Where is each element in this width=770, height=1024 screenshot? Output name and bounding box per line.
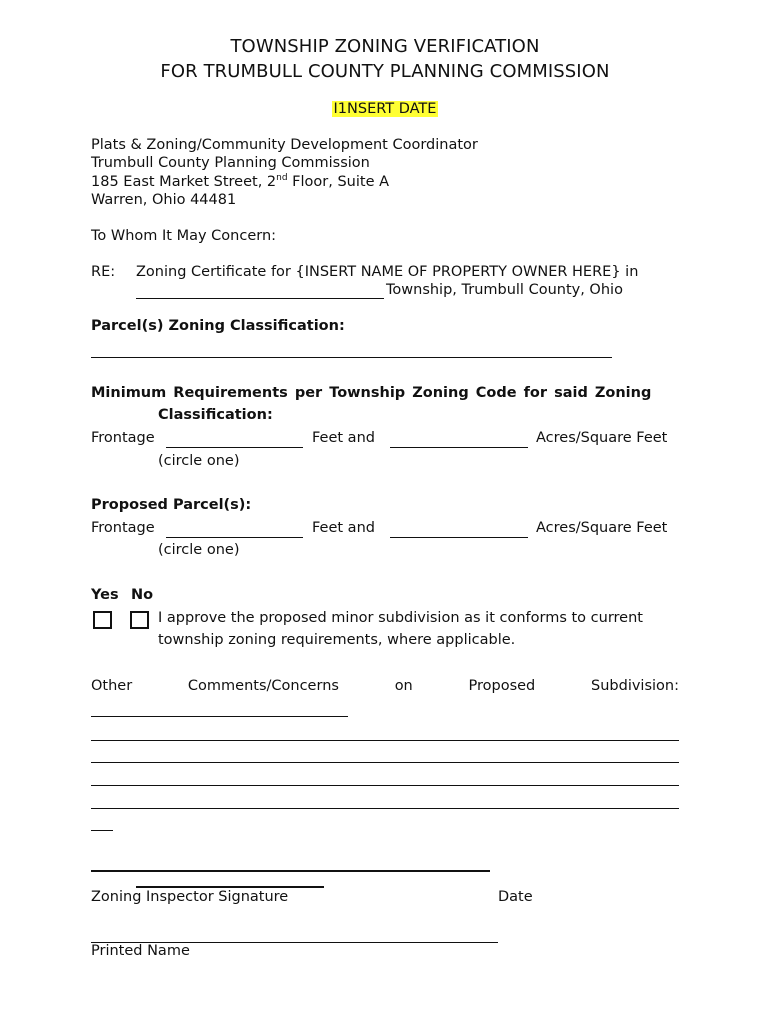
re-label: RE: bbox=[91, 264, 116, 280]
comments-line-3[interactable] bbox=[91, 762, 679, 763]
no-label: No bbox=[131, 587, 154, 603]
address-line2: Trumbull County Planning Commission bbox=[91, 155, 370, 171]
inspector-signature-underline bbox=[136, 886, 324, 888]
address-line3-sup: nd bbox=[276, 173, 288, 183]
comments-word-5: Subdivision: bbox=[591, 678, 679, 694]
minimum-frontage-blank[interactable] bbox=[166, 447, 303, 448]
proposed-circle-one: (circle one) bbox=[158, 542, 240, 558]
printed-name-label: Printed Name bbox=[91, 943, 190, 959]
address-line3-pre: 185 East Market Street, 2 bbox=[91, 174, 277, 190]
comments-word-2: Comments/Concerns bbox=[187, 678, 339, 694]
comments-line-5[interactable] bbox=[91, 808, 679, 809]
proposed-acres-label: Acres/Square Feet bbox=[536, 520, 668, 536]
minimum-frontage-label: Frontage bbox=[91, 430, 155, 446]
proposed-feet-and-label: Feet and bbox=[312, 520, 375, 536]
salutation: To Whom It May Concern: bbox=[91, 228, 277, 244]
parcel-zoning-label: Parcel(s) Zoning Classification: bbox=[91, 318, 345, 334]
form-title-line1: TOWNSHIP ZONING VERIFICATION bbox=[230, 36, 540, 57]
comments-line-1[interactable] bbox=[91, 716, 348, 717]
proposed-heading: Proposed Parcel(s): bbox=[91, 497, 252, 513]
no-checkbox[interactable] bbox=[130, 611, 149, 629]
re-line2: Township, Trumbull County, Ohio bbox=[386, 282, 623, 298]
comments-word-1: Other bbox=[91, 678, 133, 694]
proposed-acres-blank[interactable] bbox=[390, 537, 528, 538]
form-title-line2: FOR TRUMBULL COUNTY PLANNING COMMISSION bbox=[160, 61, 610, 82]
proposed-frontage-blank[interactable] bbox=[166, 537, 303, 538]
comments-label bbox=[91, 678, 679, 694]
re-line1: Zoning Certificate for {INSERT NAME OF PROPERTY OWNER HERE} in bbox=[136, 264, 639, 280]
minimum-heading-justified bbox=[91, 385, 679, 401]
minimum-feet-and-label: Feet and bbox=[312, 430, 375, 446]
inspector-signature-line[interactable] bbox=[91, 870, 490, 872]
address-line1: Plats & Zoning/Community Development Coordinator bbox=[91, 137, 478, 153]
date-placeholder bbox=[0, 101, 770, 117]
comments-line-6[interactable] bbox=[91, 830, 113, 831]
address-line4: Warren, Ohio 44481 bbox=[91, 192, 237, 208]
yes-label: Yes bbox=[91, 587, 119, 603]
yes-checkbox[interactable] bbox=[93, 611, 112, 629]
township-name-blank[interactable] bbox=[136, 298, 384, 299]
minimum-heading-line1 bbox=[91, 385, 679, 401]
minimum-heading-line2: Classification: bbox=[158, 407, 273, 423]
comments-label-justified bbox=[91, 678, 679, 694]
minimum-heading-text: Minimum Requirements per Township Zoning Code for said Zoning bbox=[91, 385, 652, 401]
parcel-zoning-blank[interactable] bbox=[91, 357, 612, 358]
proposed-frontage-label: Frontage bbox=[91, 520, 155, 536]
comments-word-3: on bbox=[394, 678, 413, 694]
date-label: Date bbox=[498, 889, 533, 905]
comments-word-4: Proposed bbox=[468, 678, 536, 694]
address-line3-post: Floor, Suite A bbox=[287, 174, 390, 190]
inspector-signature-label: Zoning Inspector Signature bbox=[91, 889, 289, 905]
minimum-circle-one: (circle one) bbox=[158, 453, 240, 469]
address-line3 bbox=[91, 174, 389, 190]
comments-line-2[interactable] bbox=[91, 740, 679, 741]
comments-line-4[interactable] bbox=[91, 785, 679, 786]
approval-line2: township zoning requirements, where applicable. bbox=[158, 632, 516, 648]
date-placeholder-text: I1NSERT DATE bbox=[333, 101, 437, 117]
minimum-acres-blank[interactable] bbox=[390, 447, 528, 448]
minimum-acres-label: Acres/Square Feet bbox=[536, 430, 668, 446]
approval-line1: I approve the proposed minor subdivision as it conforms to current bbox=[158, 610, 643, 626]
